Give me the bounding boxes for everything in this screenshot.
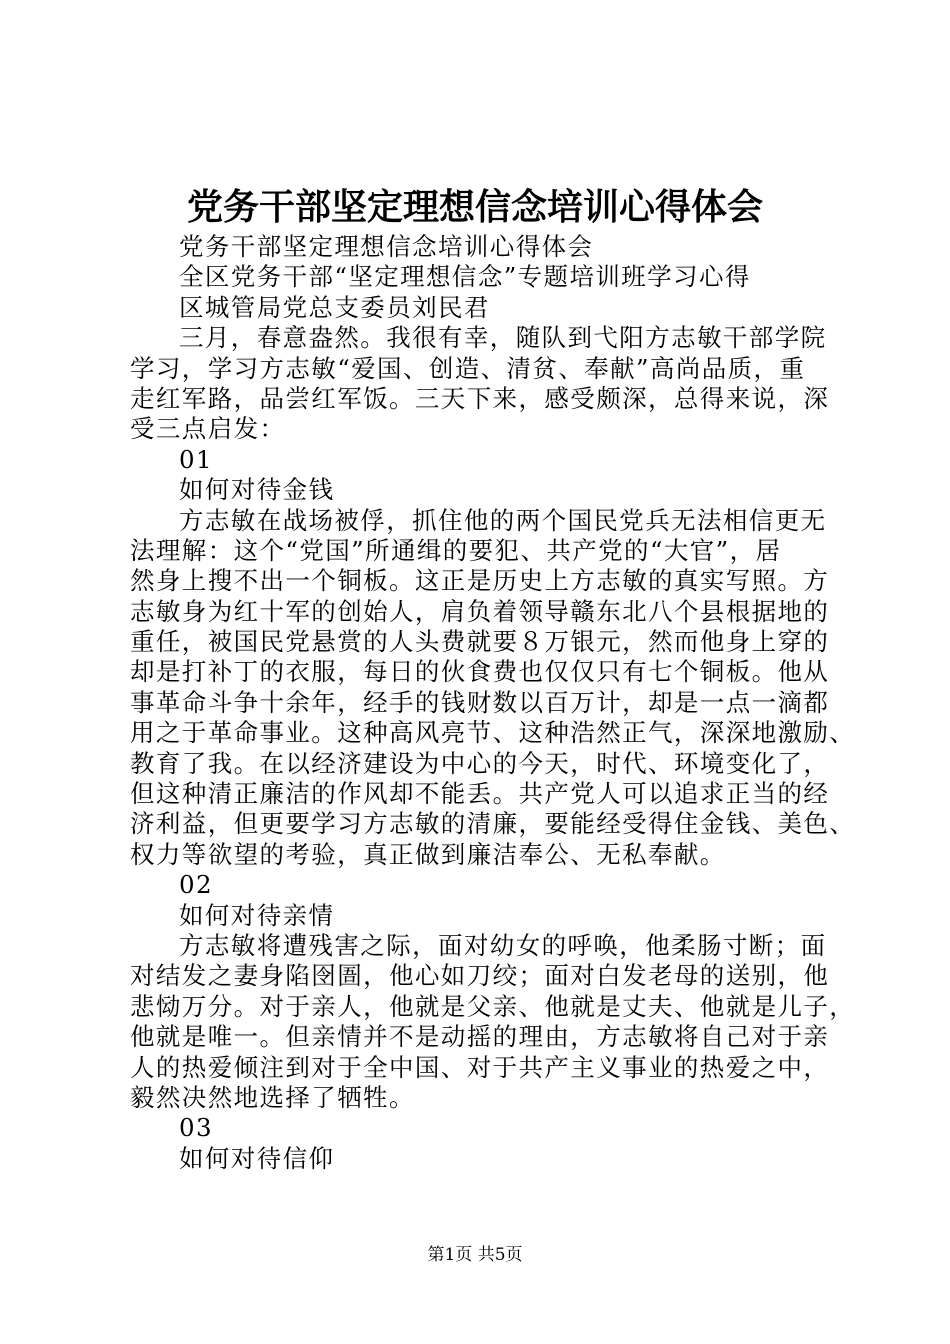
body-line: 人的热爱倾注到对于全中国、对于共产主义事业的热爱之中， xyxy=(130,1052,830,1082)
body-line: 他就是唯一。但亲情并不是动摇的理由，方志敏将自己对于亲 xyxy=(130,1022,830,1052)
body-line: 党务干部坚定理想信念培训心得体会 xyxy=(179,232,594,261)
body-line: 法理解：这个“党国”所通缉的要犯、共产党的“大官”，居 xyxy=(130,535,782,565)
body-line: 02 xyxy=(179,870,213,900)
document-body xyxy=(130,232,856,1174)
body-line: 方志敏在战场被俘，抓住他的两个国民党兵无法相信更无 xyxy=(179,505,827,535)
page-footer: 第1页 共5页 xyxy=(427,1245,523,1265)
body-line: 走红军路，品尝红军饭。三天下来，感受颇深，总得来说，深 xyxy=(130,383,830,413)
body-line: 事革命斗争十余年，经手的钱财数以百万计，却是一点一滴都 xyxy=(130,687,830,717)
body-line: 悲恸万分。对于亲人，他就是父亲、他就是丈夫、他就是儿子， xyxy=(130,991,856,1021)
body-line: 然身上搜不出一个铜板。这正是历史上方志敏的真实写照。方 xyxy=(130,566,830,596)
body-line: 济利益，但更要学习方志敏的清廉，要能经受得住金钱、美色、 xyxy=(130,809,856,839)
body-line: 方志敏将遭残害之际，面对幼女的呼唤，他柔肠寸断；面 xyxy=(179,930,827,960)
body-line: 但这种清正廉洁的作风却不能丢。共产党人可以追求正当的经 xyxy=(130,779,830,809)
body-line: 用之于革命事业。这种高风亮节、这种浩然正气，深深地激励、 xyxy=(130,718,856,748)
body-line: 全区党务干部“坚定理想信念”专题培训班学习心得 xyxy=(179,262,751,292)
body-line: 教育了我。在以经济建设为中心的今天，时代、环境变化了， xyxy=(130,748,830,778)
document-title: 党务干部坚定理想信念培训心得体会 xyxy=(186,186,763,228)
body-line: 权力等欲望的考验，真正做到廉洁奉公、无私奉献。 xyxy=(130,839,726,869)
body-line: 却是打补丁的衣服，每日的伙食费也仅仅只有七个铜板。他从 xyxy=(130,657,830,687)
body-line: 如何对待金钱 xyxy=(179,475,335,505)
body-line: 区城管局党总支委员刘民君 xyxy=(179,292,490,322)
body-line: 如何对待信仰 xyxy=(179,1143,335,1173)
body-line: 对结发之妻身陷囹圄，他心如刀绞；面对白发老母的送别，他 xyxy=(130,961,830,991)
body-line: 三月，春意盎然。我很有幸，随队到弋阳方志敏干部学院 xyxy=(179,323,827,353)
body-line: 志敏身为红十军的创始人，肩负着领导赣东北八个县根据地的 xyxy=(130,596,830,626)
body-line: 受三点启发： xyxy=(130,414,286,444)
body-line: 重任，被国民党悬赏的人头费就要８万银元，然而他身上穿的 xyxy=(130,627,830,657)
body-line: 毅然决然地选择了牺牲。 xyxy=(130,1082,415,1112)
body-line: 01 xyxy=(179,444,213,474)
body-line: 03 xyxy=(179,1113,213,1143)
body-line: 学习，学习方志敏“爱国、创造、清贫、奉献”高尚品质，重 xyxy=(130,353,806,383)
body-line: 如何对待亲情 xyxy=(179,900,335,930)
